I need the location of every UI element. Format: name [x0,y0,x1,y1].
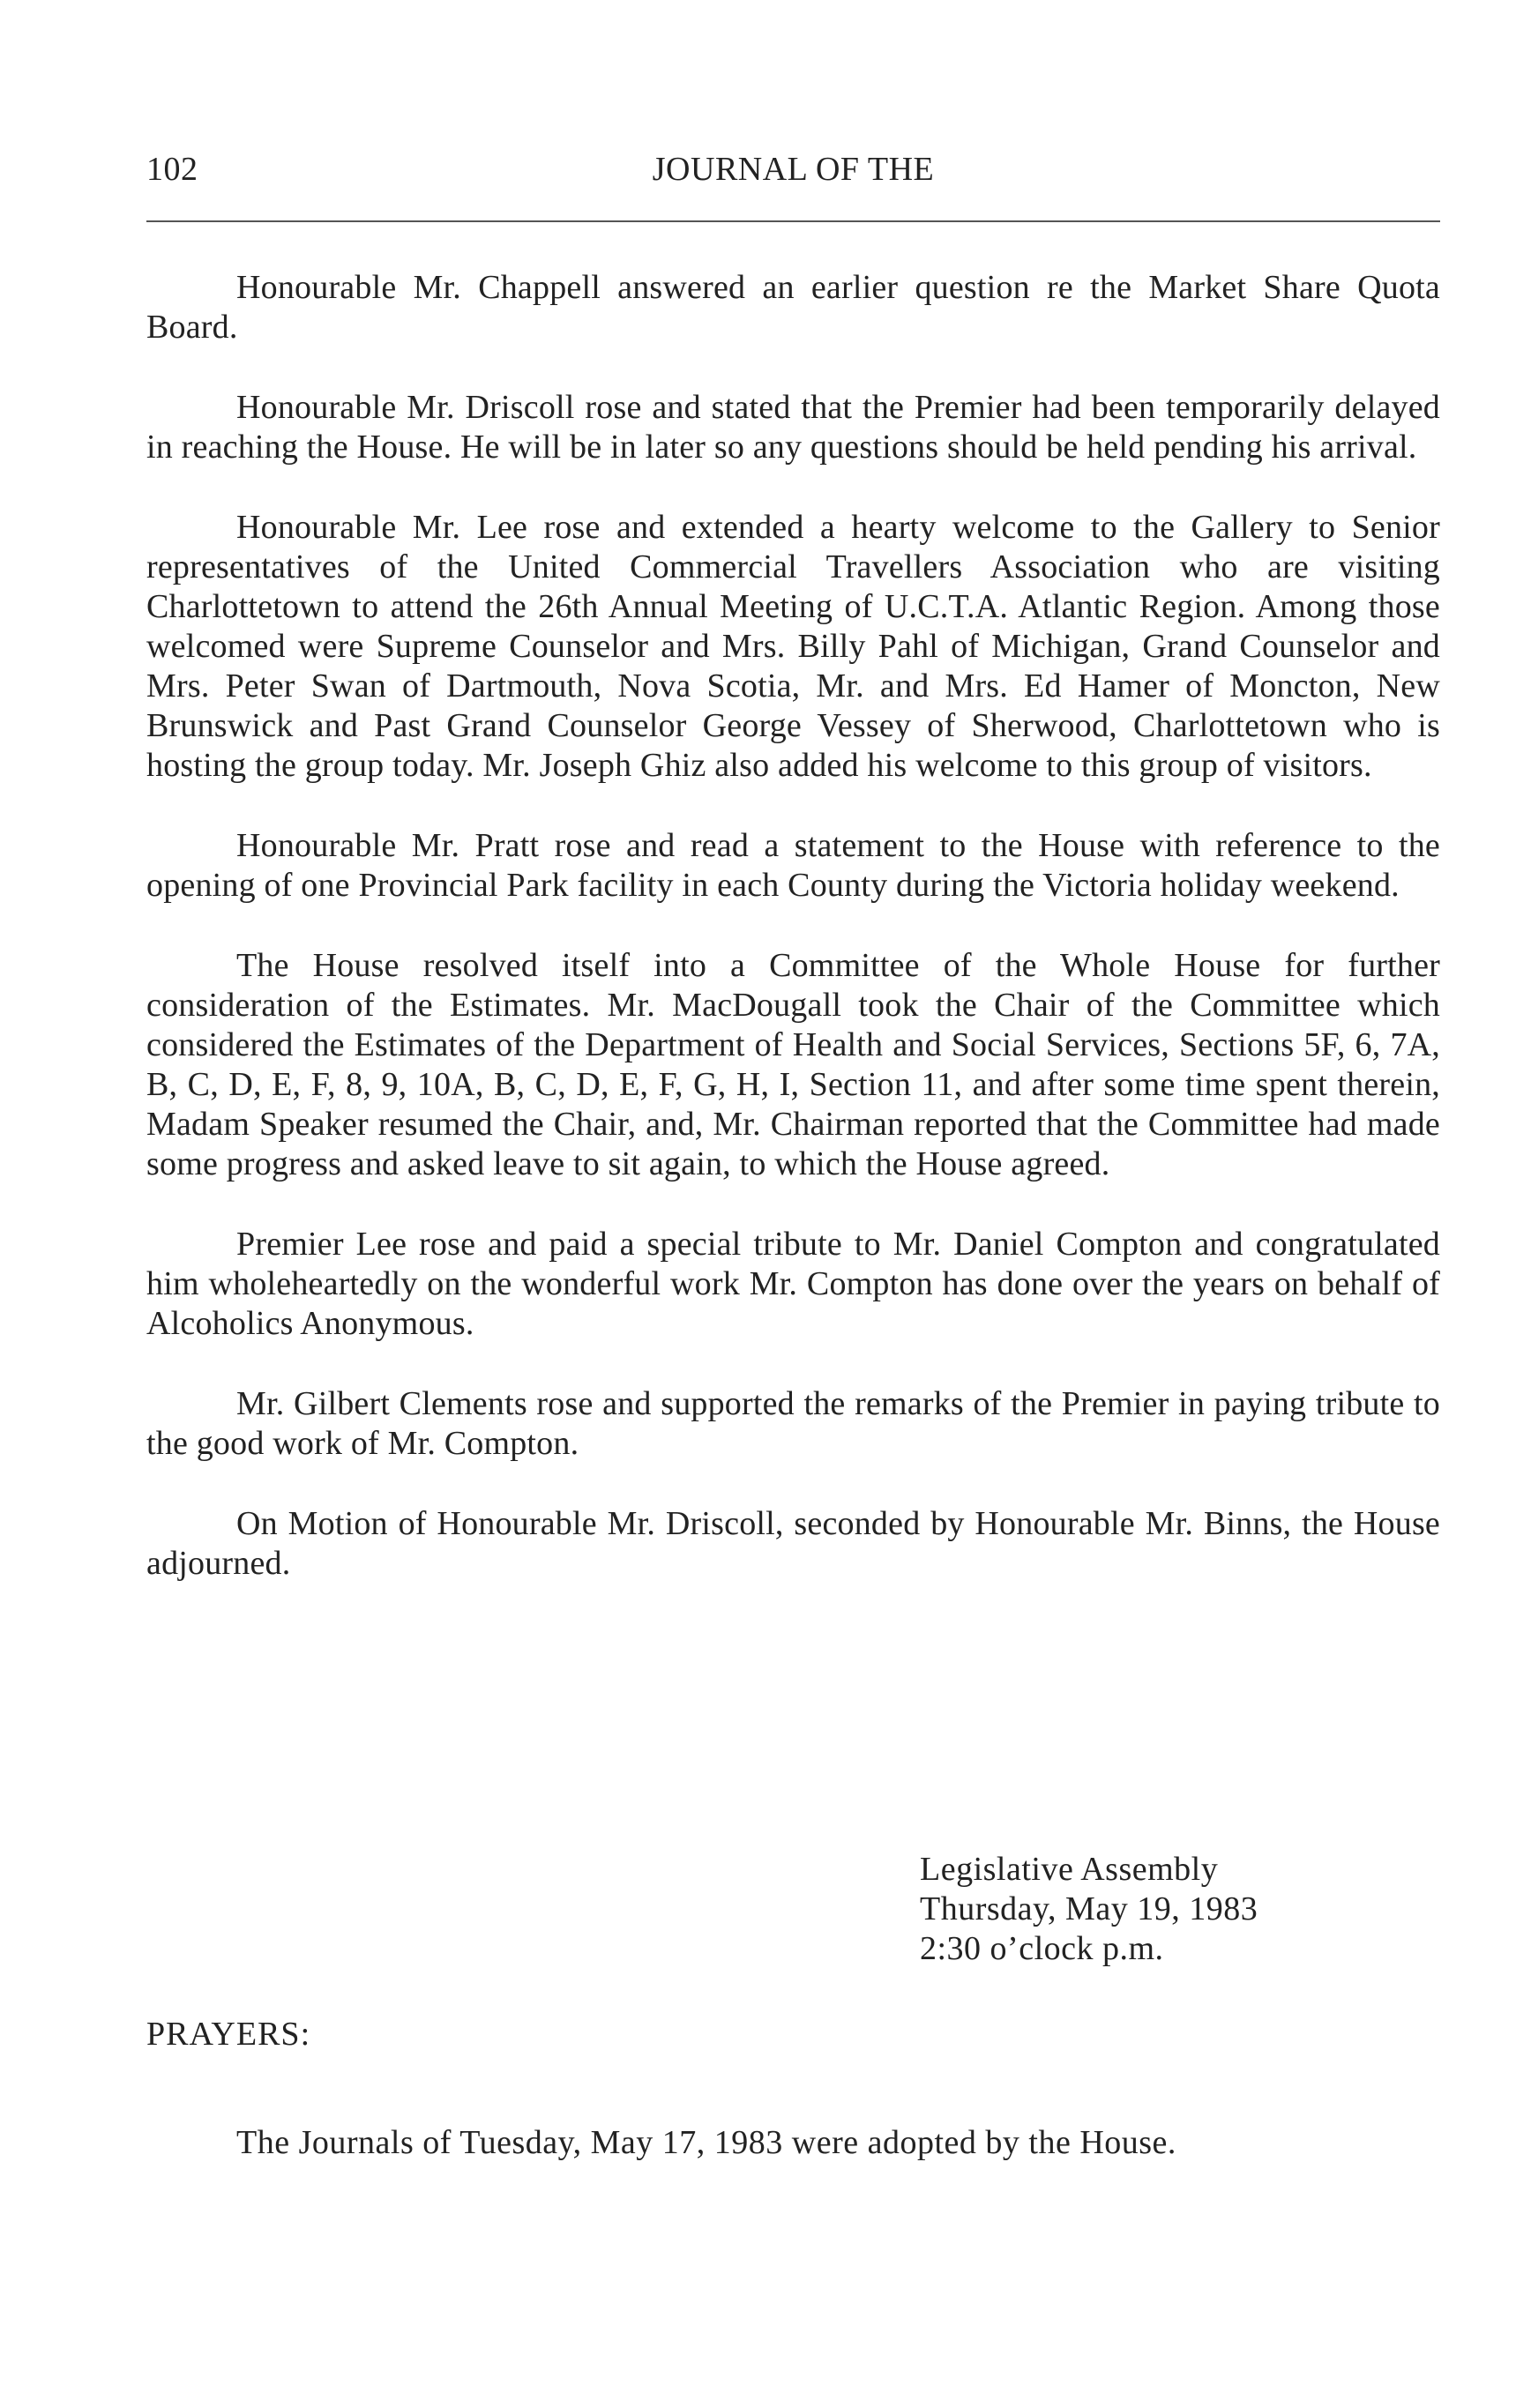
running-title: JOURNAL OF THE [652,151,935,188]
paragraph-chappell: Honourable Mr. Chappell answered an earlier question re the Market Share Quota Board. [146,269,1440,346]
paragraph-committee-of-whole: The House resolved itself into a Committee of the Whole House for further consideration of the Estimates. Mr. MacDougall took the Chair of the Committee which considered the Estimates of the Department of Health and Social Services, Sections 5F, 6, 7A, B, C, D, E, F, 8, 9, 10A, B, C, D, E, F, G, H, I, Section 11, and after some time spent therein, Madam Speaker resumed the Chair, and, Mr. Chairman reported that the Committee had made some progress and asked leave to sit again, to which the House agreed. [146,947,1440,1182]
page-number: 102 [146,151,198,188]
paragraph-lee-welcome: Honourable Mr. Lee rose and extended a hearty welcome to the Gallery to Senior representatives of the United Commercial Travellers Association who are visiting Charlottetown to attend the 26th Annual Meeting of U.C.T.A. Atlantic Region. Among those welcomed were Supreme Counselor and Mrs. Billy Pahl of Michigan, Grand Counselor and Mrs. Peter Swan of Dartmouth, Nova Scotia, Mr. and Mrs. Ed Hamer of Moncton, New Brunswick and Past Grand Counselor George Vessey of Sherwood, Charlottetown who is hosting the group today. Mr. Joseph Ghiz also added his welcome to this group of visitors. [146,509,1440,784]
paragraph-premier-tribute: Premier Lee rose and paid a special tribute to Mr. Daniel Compton and congratulated him wholeheartedly on the wonderful work Mr. Compton has done over the years on behalf of Alcoholics Anonymous. [146,1226,1440,1342]
header-rule [146,220,1440,222]
sitting-dateline [920,1850,1414,1969]
paragraph-clements-remarks: Mr. Gilbert Clements rose and supported the remarks of the Premier in paying tribute to the good work of Mr. Compton. [146,1385,1440,1462]
dateline-time: 2:30 o’clock p.m. [920,1930,1164,1967]
journal-page [146,0,1440,2408]
dateline-assembly: Legislative Assembly [920,1851,1219,1888]
dateline-date: Thursday, May 19, 1983 [920,1890,1258,1927]
paragraph-adjournment: On Motion of Honourable Mr. Driscoll, seconded by Honourable Mr. Binns, the House adjourned. [146,1505,1440,1582]
prayers-heading: PRAYERS: [146,2016,311,2053]
paragraph-driscoll-premier-delayed: Honourable Mr. Driscoll rose and stated that the Premier had been temporarily delayed in reaching the House. He will be in later so any questions should be held pending his arrival. [146,389,1440,466]
paragraph-pratt-statement: Honourable Mr. Pratt rose and read a statement to the House with reference to the opening of one Provincial Park facility in each County during the Victoria holiday weekend. [146,827,1440,904]
body-text [146,268,1440,1624]
page-header [146,150,1440,199]
paragraph-journals-adopted: The Journals of Tuesday, May 17, 1983 were adopted by the House. [236,2124,1176,2161]
